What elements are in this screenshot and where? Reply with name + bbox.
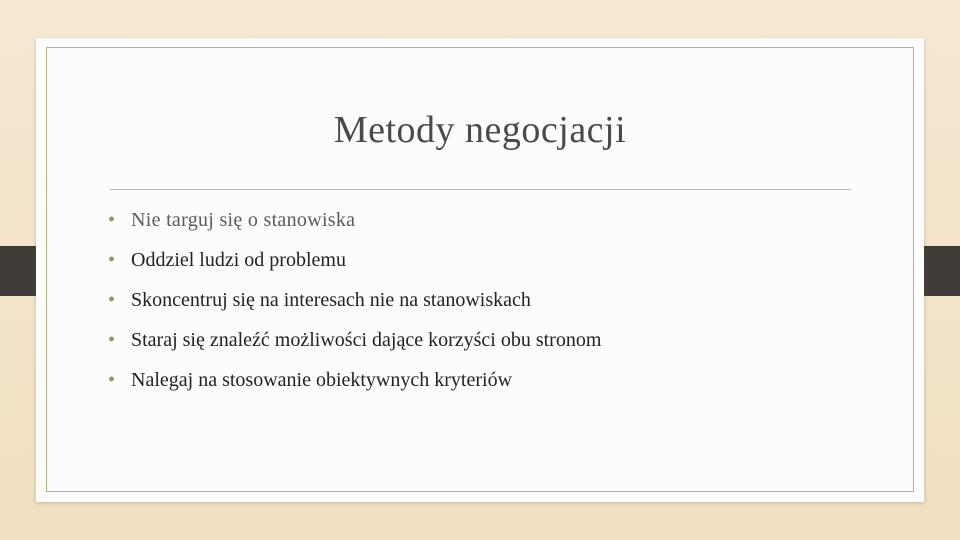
bullet-text: Nie targuj się o stanowiska xyxy=(131,208,356,231)
bullet-icon: • xyxy=(108,249,116,271)
title-divider xyxy=(110,189,851,190)
bullet-text: Skoncentruj się na interesach nie na stanowiskach xyxy=(131,288,531,311)
bullet-text: Oddziel ludzi od problemu xyxy=(131,248,346,271)
bullet-icon: • xyxy=(108,329,116,351)
bullet-text: Staraj się znaleźć możliwości dające korzyści obu stronom xyxy=(131,328,602,351)
bullet-item xyxy=(108,240,601,280)
bullet-item xyxy=(108,320,601,360)
bullet-item xyxy=(108,200,601,240)
bullet-list xyxy=(108,200,601,400)
bullet-item xyxy=(108,360,601,400)
bullet-icon: • xyxy=(108,209,116,231)
bullet-icon: • xyxy=(108,289,116,311)
slide-title: Metody negocjacji xyxy=(333,109,627,151)
bullet-item xyxy=(108,280,601,320)
bullet-icon: • xyxy=(108,369,116,391)
bullet-text: Nalegaj na stosowanie obiektywnych kryteriów xyxy=(131,368,513,391)
